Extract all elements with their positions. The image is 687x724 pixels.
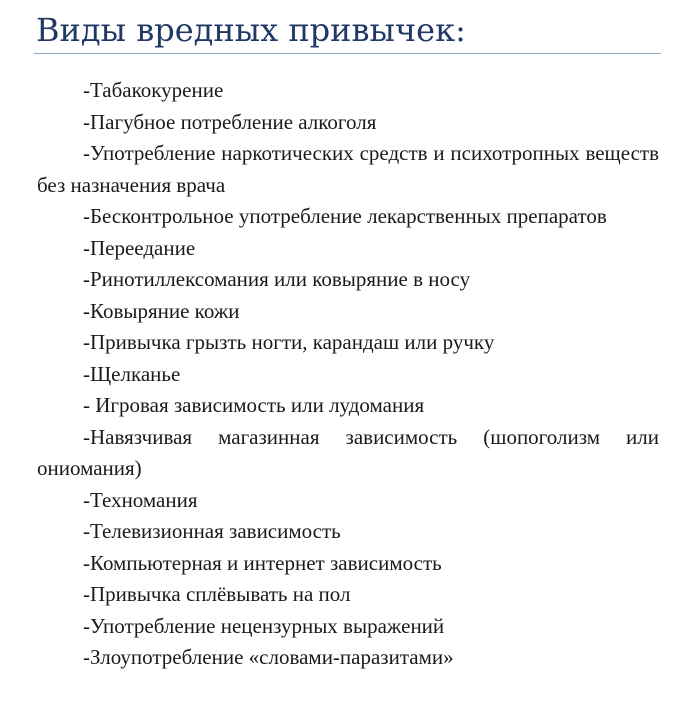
list-item: -Табакокурение bbox=[83, 78, 224, 102]
list-item: -Щелканье bbox=[83, 361, 181, 386]
page-title: Виды вредных привычек: bbox=[36, 11, 466, 49]
list-item: -Телевизионная зависимость bbox=[83, 519, 341, 543]
habit-list bbox=[37, 75, 659, 674]
list-item: -Навязчивая магазинная зависимость (шопоголизм или ониомания) bbox=[37, 424, 659, 480]
list-item: -Компьютерная и интернет зависимость bbox=[83, 550, 442, 575]
list-item: -Ринотиллексомания или ковыряние в носу bbox=[83, 267, 471, 291]
list-item: -Злоупотребление «словами-паразитами» bbox=[83, 645, 454, 669]
list-item: -Ковыряние кожи bbox=[83, 298, 240, 323]
list-item: -Употребление нецензурных выражений bbox=[83, 613, 445, 638]
list-item: -Привычка грызть ногти, карандаш или ручку bbox=[83, 330, 495, 354]
list-item: -Бесконтрольное употребление лекарственных препаратов bbox=[83, 204, 607, 228]
list-item: -Употребление наркотических средств и психотропных веществ без назначения врача bbox=[37, 141, 659, 197]
list-item: -Техномания bbox=[83, 487, 198, 512]
list-item: -Привычка сплёвывать на пол bbox=[83, 582, 351, 606]
list-item: - Игровая зависимость или лудомания bbox=[83, 393, 425, 417]
list-item: -Пагубное потребление алкоголя bbox=[83, 109, 377, 134]
title-divider bbox=[34, 53, 661, 54]
list-item: -Переедание bbox=[83, 235, 196, 260]
